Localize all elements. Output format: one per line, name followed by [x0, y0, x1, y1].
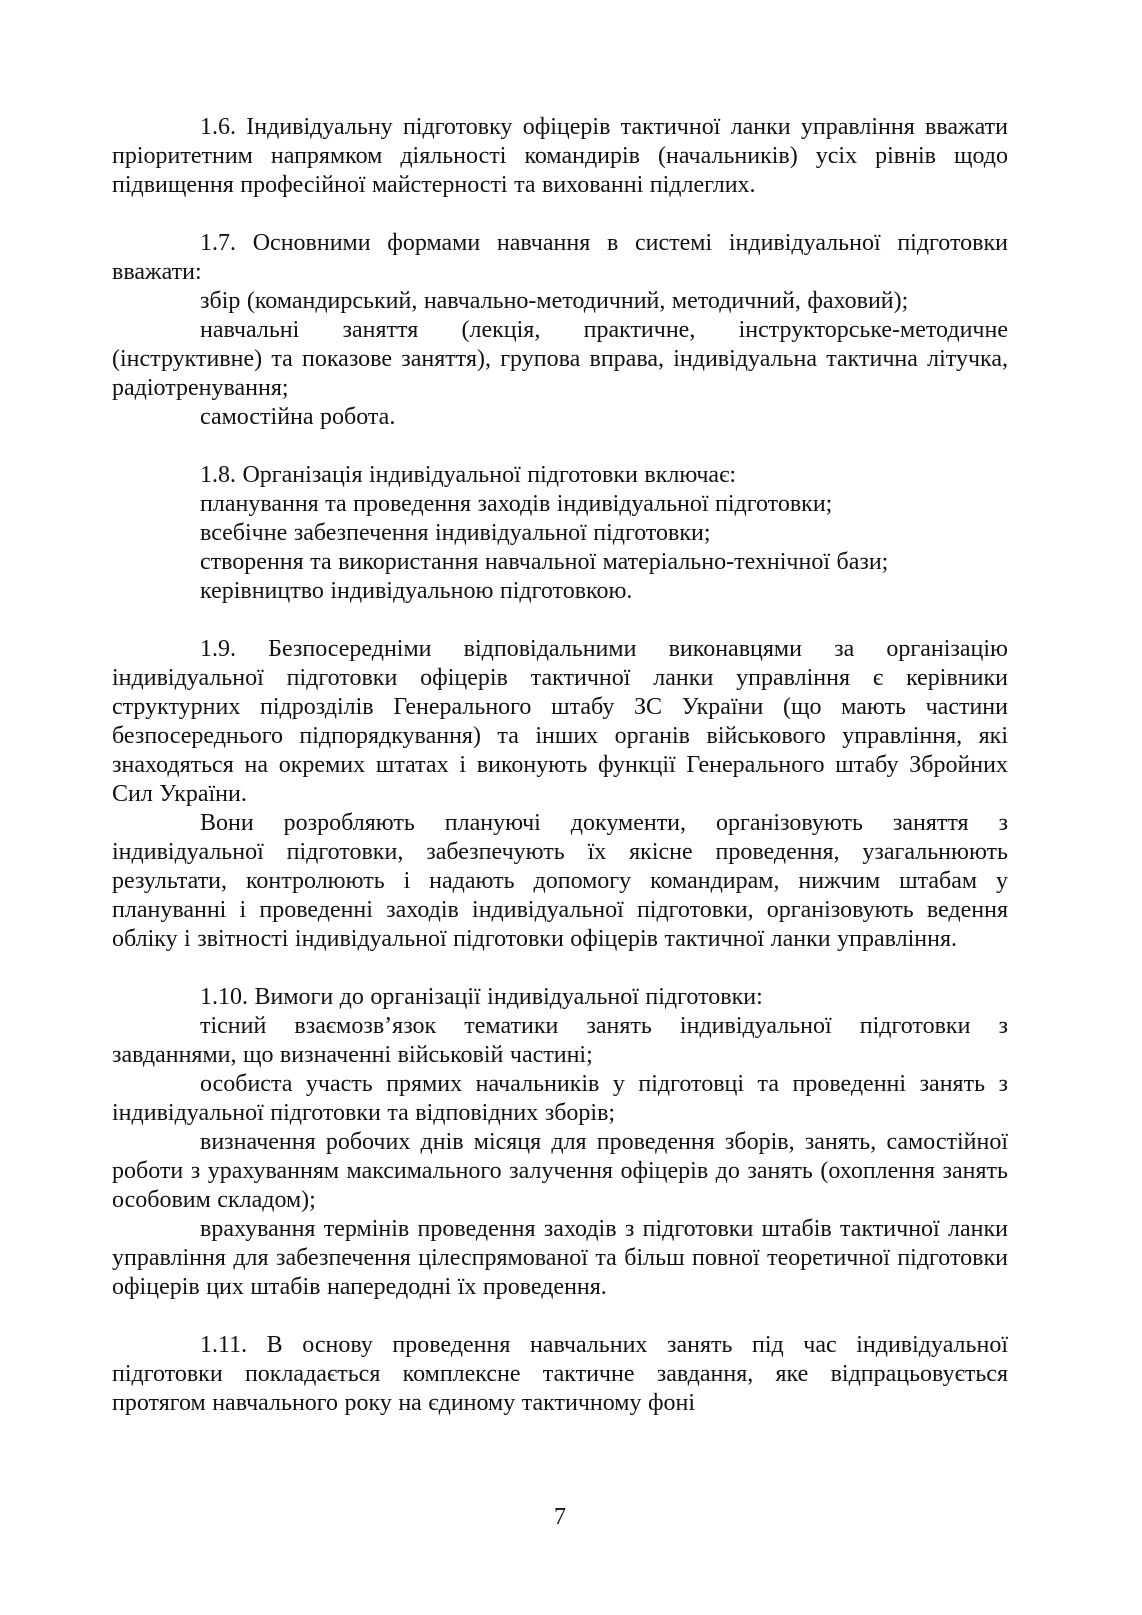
list-item-planuvannya: планування та проведення заходів індивідуальної підготовки; — [200, 491, 833, 517]
list-item-stvorennya-bazy: створення та використання навчальної матеріально-технічної бази; — [200, 549, 889, 575]
list-item-vyznachennya-dniv: визначення робочих днів місяця для проведення зборів, занять, самостійної роботи з урахуванням максимального залучення офіцерів до занять (охоплення занять особовим складом); — [112, 1129, 1008, 1213]
paragraph-1-10-intro: 1.10. Вимоги до організації індивідуальної підготовки: — [200, 984, 763, 1010]
list-item-vrakhuvannya-terminiv: врахування термінів проведення заходів з підготовки штабів тактичної ланки управління для забезпечення цілеспрямованої та більш повної теоретичної підготовки офіцерів цих штабів напередодні їх проведення. — [112, 1216, 1008, 1300]
list-item-tisnyy-vzayemozvyazok: тісний взаємозв’язок тематики занять індивідуальної підготовки з завданнями, що визначенні військовій частині; — [112, 1013, 1008, 1068]
list-item-vsebichne-zabezpechennya: всебічне забезпечення індивідуальної підготовки; — [200, 520, 711, 546]
paragraph-1-9: 1.9. Безпосередніми відповідальними виконавцями за організацію індивідуальної підготовки офіцерів тактичної ланки управління є керівники структурних підрозділів Генерального штабу ЗС України (що мають частини безпосереднього підпорядкування) та інших органів військового управління, які знаходяться на окремих штатах і виконують функції Генерального штабу Збройних Сил України. — [112, 636, 1008, 807]
list-item-navchalni-zanyattya: навчальні заняття (лекція, практичне, інструкторське-методичне (інструктивне) та показове заняття), групова вправа, індивідуальна тактична літучка, радіотренування; — [112, 317, 1008, 401]
paragraph-1-7-intro: 1.7. Основними формами навчання в системі індивідуальної підготовки вважати: — [112, 230, 1008, 285]
list-item-zbir: збір (командирський, навчально-методичний, методичний, фаховий); — [200, 288, 909, 314]
paragraph-1-6: 1.6. Індивідуальну підготовку офіцерів тактичної ланки управління вважати пріоритетним напрямком діяльності командирів (начальників) усіх рівнів щодо підвищення професійної майстерності та вихованні підлеглих. — [112, 114, 1008, 198]
list-item-osobysta-uchast: особиста участь прямих начальників у підготовці та проведенні занять з індивідуальної підготовки та відповідних зборів; — [112, 1071, 1008, 1126]
page-number: 7 — [554, 1504, 566, 1530]
list-item-kerivnytstvo: керівництво індивідуальною підготовкою. — [200, 578, 633, 604]
paragraph-1-11: 1.11. В основу проведення навчальних занять під час індивідуальної підготовки покладається комплексне тактичне завдання, яке відпрацьовується протягом навчального року на єдиному тактичному фоні — [112, 1332, 1008, 1416]
paragraph-1-9-continued: Вони розробляють плануючі документи, організовують заняття з індивідуальної підготовки, забезпечують їх якісне проведення, узагальнюють результати, контролюють і надають допомогу командирам, нижчим штабам у плануванні і проведенні заходів індивідуальної підготовки, організовують ведення обліку і звітності індивідуальної підготовки офіцерів тактичної ланки управління. — [112, 810, 1008, 952]
list-item-samostiyna-robota: самостійна робота. — [200, 404, 396, 430]
paragraph-1-8-intro: 1.8. Організація індивідуальної підготовки включає: — [200, 462, 737, 488]
